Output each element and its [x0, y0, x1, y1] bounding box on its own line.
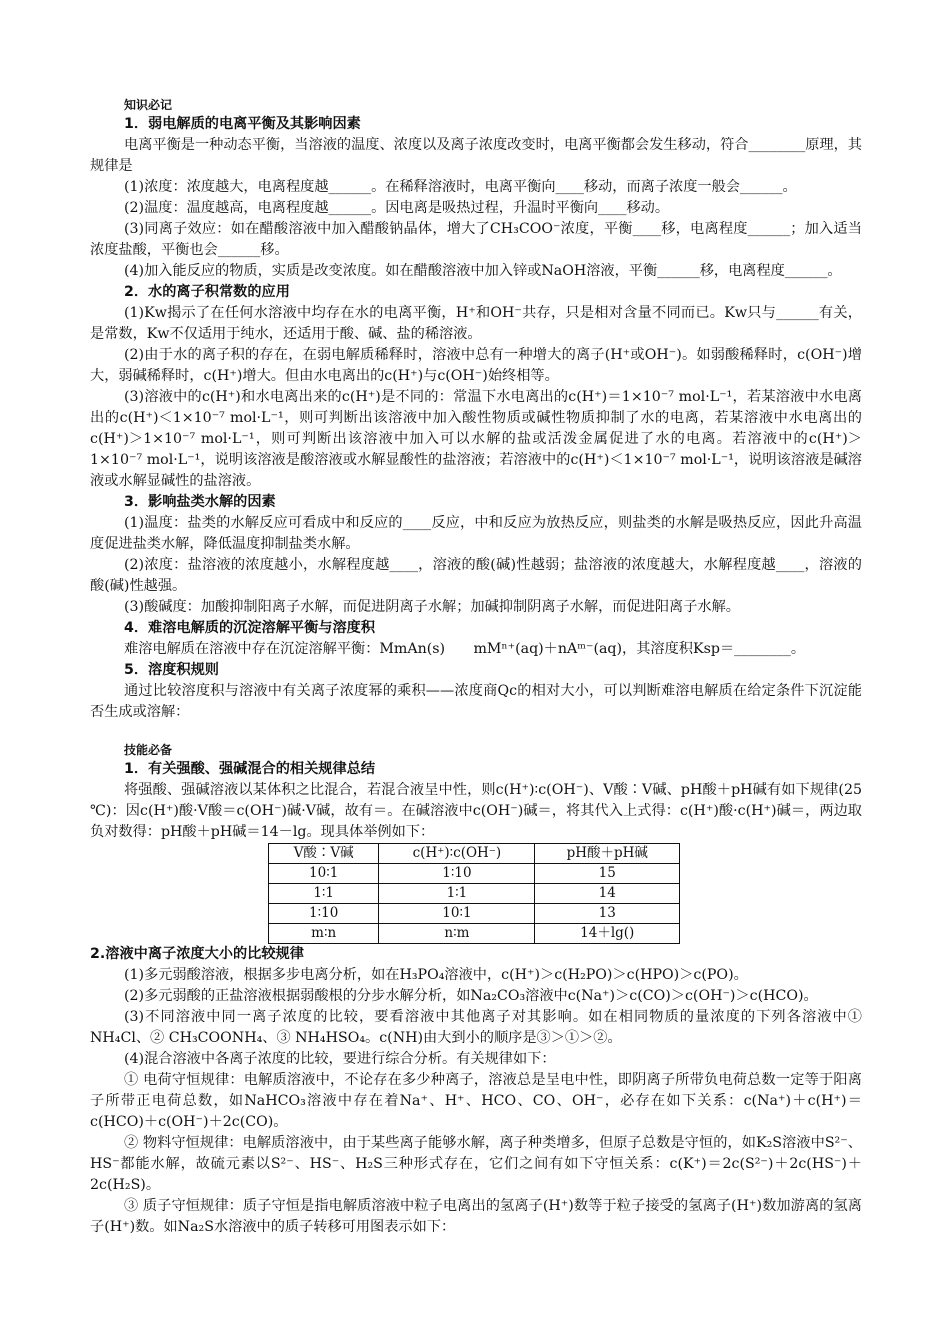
- paragraph: (4)加入能反应的物质，实质是改变浓度。如在醋酸溶液中加入锌或NaOH溶液，平衡______移，电离程度______。: [124, 263, 842, 279]
- table-header: pH酸＋pH碱: [535, 844, 680, 864]
- paragraph: 将强酸、强碱溶液以某体积之比混合，若混合液呈中性，则c(H⁺)∶c(OH⁻)、V酸∶V碱、pH酸＋pH碱有如下规律(25 ℃)：因c(H⁺)酸·V酸＝c(OH⁻)碱·V碱，故有＝。在碱溶液中c(OH⁻)碱＝，将其代入上式得：c(H⁺)酸·c(H⁺)碱＝，两边取负对数得：pH酸＋pH碱＝14－lg。现具体举例如下：: [90, 782, 862, 840]
- paragraph: ③ 质子守恒规律：质子守恒是指电解质溶液中粒子电离出的氢离子(H⁺)数等于粒子接受的氢离子(H⁺)数加游离的氢离子(H⁺)数。如Na₂S水溶液中的质子转移可用图表示如下：: [90, 1198, 862, 1235]
- heading-5: 5．溶度积规则: [124, 662, 219, 678]
- heading-4: 4．难溶电解质的沉淀溶解平衡与溶度积: [124, 620, 376, 636]
- table-cell: 1∶1: [379, 884, 535, 904]
- paragraph: ① 电荷守恒规律：电解质溶液中，不论存在多少种离子，溶液总是呈电中性，即阴离子所带负电荷总数一定等于阳离子所带正电荷总数，如NaHCO₃溶液中存在着Na⁺、H⁺、HCO、CO、OH⁻，必存在如下关系：c(Na⁺)＋c(H⁺)＝c(HCO)＋c(OH⁻)＋2c(CO)。: [90, 1072, 862, 1130]
- paragraph: (2)温度：温度越高，电离程度越______。因电离是吸热过程，升温时平衡向____移动。: [124, 200, 670, 216]
- table-row: [269, 864, 680, 884]
- section-tag-knowledge: 知识必记: [124, 98, 173, 112]
- paragraph: (1)浓度：浓度越大，电离程度越______。在稀释溶液时，电离平衡向____移动，而离子浓度一般会______。: [124, 179, 797, 195]
- paragraph: (2)多元弱酸的正盐溶液根据弱酸根的分步水解分析，如Na₂CO₃溶液中c(Na⁺)＞c(CO)＞c(OH⁻)＞c(HCO)。: [124, 988, 818, 1004]
- table-row: [269, 904, 680, 924]
- paragraph: (1)温度：盐类的水解反应可看成中和反应的____反应，中和反应为放热反应，则盐类的水解是吸热反应，因此升高温度促进盐类水解，降低温度抑制盐类水解。: [90, 515, 862, 552]
- heading-7: 2.溶液中离子浓度大小的比较规律: [90, 946, 304, 962]
- paragraph: (1)多元弱酸溶液，根据多步电离分析，如在H₃PO₄溶液中，c(H⁺)＞c(H₂PO)＞c(HPO)＞c(PO)。: [124, 967, 748, 983]
- table-cell: 14: [535, 884, 680, 904]
- paragraph: 电离平衡是一种动态平衡，当溶液的温度、浓度以及离子浓度改变时，电离平衡都会发生移动，符合________原理，其规律是: [90, 137, 862, 174]
- table-cell: 14＋lg(): [535, 924, 680, 944]
- table-cell: n∶m: [379, 924, 535, 944]
- section-tag-skills: 技能必备: [124, 743, 173, 757]
- paragraph: (1)Kw揭示了在任何水溶液中均存在水的电离平衡，H⁺和OH⁻共存，只是相对含量不同而已。Kw只与______有关，是常数，Kw不仅适用于纯水，还适用于酸、碱、盐的稀溶液。: [90, 305, 862, 342]
- heading-6: 1．有关强酸、强碱混合的相关规律总结: [124, 761, 376, 777]
- paragraph: 难溶电解质在溶液中存在沉淀溶解平衡：MmAn(s) mMⁿ⁺(aq)＋nAᵐ⁻(aq)，其溶度积Ksp＝________。: [124, 641, 806, 657]
- table-cell: 10∶1: [269, 864, 379, 884]
- paragraph: (2)由于水的离子积的存在，在弱电解质稀释时，溶液中总有一种增大的离子(H⁺或OH⁻)。如弱酸稀释时，c(OH⁻)增大，弱碱稀释时，c(H⁺)增大。但由水电离出的c(H⁺)与c(OH⁻)始终相等。: [90, 347, 862, 384]
- paragraph: (2)浓度：盐溶液的浓度越小，水解程度越____，溶液的酸(碱)性越弱；盐溶液的浓度越大，水解程度越____，溶液的酸(碱)性越强。: [90, 557, 862, 594]
- paragraph: ② 物料守恒规律：电解质溶液中，由于某些离子能够水解，离子种类增多，但原子总数是守恒的，如K₂S溶液中S²⁻、HS⁻都能水解，故硫元素以S²⁻、HS⁻、H₂S三种形式存在，它们之间有如下守恒关系：c(K⁺)＝2c(S²⁻)＋2c(HS⁻)＋2c(H₂S)。: [90, 1135, 862, 1193]
- document-page: [90, 96, 862, 1238]
- paragraph: (3)酸碱度：加酸抑制阳离子水解，而促进阴离子水解；加碱抑制阴离子水解，而促进阳离子水解。: [124, 599, 740, 615]
- heading-2: 2．水的离子积常数的应用: [124, 284, 290, 300]
- heading-1: 1．弱电解质的电离平衡及其影响因素: [124, 116, 361, 132]
- table-cell: 13: [535, 904, 680, 924]
- table-header: c(H⁺)∶c(OH⁻): [379, 844, 535, 864]
- paragraph: 通过比较溶度积与溶液中有关离子浓度幂的乘积——浓度商Qc的相对大小，可以判断难溶电解质在给定条件下沉淀能否生成或溶解：: [90, 683, 862, 720]
- heading-3: 3．影响盐类水解的因素: [124, 494, 276, 510]
- table-header-row: [269, 844, 680, 864]
- table-header: V酸∶V碱: [269, 844, 379, 864]
- table-cell: 1∶1: [269, 884, 379, 904]
- mixing-rule-table: [268, 843, 680, 944]
- table-row: [269, 924, 680, 944]
- table-row: [269, 884, 680, 904]
- paragraph: (3)溶液中的c(H⁺)和水电离出来的c(H⁺)是不同的：常温下水电离出的c(H⁺)＝1×10⁻⁷ mol·L⁻¹，若某溶液中水电离出的c(H⁺)＜1×10⁻⁷ mol·L⁻¹，则可判断出该溶液中加入酸性物质或碱性物质抑制了水的电离，若某溶液中水电离出的c(H⁺)＞1×10⁻⁷ mol·L⁻¹，则可判断出该溶液中加入可以水解的盐或活泼金属促进了水的电离。若溶液中的c(H⁺)＞1×10⁻⁷ mol·L⁻¹，说明该溶液是酸溶液或水解显酸性的盐溶液；若溶液中的c(H⁺)＜1×10⁻⁷ mol·L⁻¹，说明该溶液是碱溶液或水解显碱性的盐溶液。: [90, 389, 862, 489]
- table-cell: 10∶1: [379, 904, 535, 924]
- paragraph: (3)不同溶液中同一离子浓度的比较，要看溶液中其他离子对其影响。如在相同物质的量浓度的下列各溶液中① NH₄Cl、② CH₃COONH₄、③ NH₄HSO₄。c(NH)由大到小的顺序是③＞①＞②。: [90, 1009, 862, 1046]
- table-cell: 1∶10: [379, 864, 535, 884]
- paragraph: (4)混合溶液中各离子浓度的比较，要进行综合分析。有关规律如下：: [124, 1051, 556, 1067]
- table-cell: m∶n: [269, 924, 379, 944]
- table-cell: 15: [535, 864, 680, 884]
- table-cell: 1∶10: [269, 904, 379, 924]
- paragraph: (3)同离子效应：如在醋酸溶液中加入醋酸钠晶体，增大了CH₃COO⁻浓度，平衡____移，电离程度______；加入适当浓度盐酸，平衡也会______移。: [90, 221, 862, 258]
